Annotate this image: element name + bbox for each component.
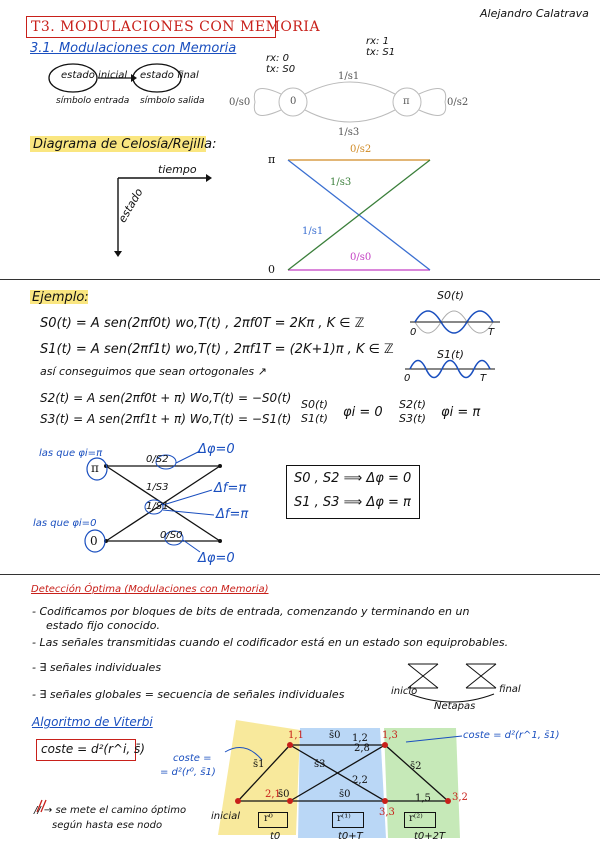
- r1-label: r⁽¹⁾: [337, 813, 351, 824]
- trellis-pi: π: [268, 153, 276, 166]
- inicial-label: inicial: [211, 811, 241, 822]
- ortho-note: así conseguimos que sean ortogonales ↗: [40, 365, 267, 378]
- bullet-1b: estado fijo conocido.: [46, 619, 160, 632]
- rx1: rx: 1: [366, 36, 389, 47]
- eq-s1: S1(t) = A sen(2πf1t) wo,T(t) , 2πf1T = (2K+1)π , K ∈ ℤ: [40, 342, 394, 357]
- edge-d2: 1/S1: [146, 501, 169, 512]
- summary-line2: S1 , S3 ⟹ Δφ = π: [294, 495, 411, 510]
- wave0-label: S0(t): [437, 289, 464, 302]
- t0-label: t0: [270, 831, 281, 842]
- node-1-3: 1,3: [382, 730, 398, 741]
- rx0: rx: 0: [266, 53, 289, 64]
- trellis-top-edge: 0/s2: [350, 144, 372, 155]
- bullet-4: - ∃ señales globales = secuencia de señales individuales: [32, 688, 345, 701]
- right-state: π: [403, 96, 410, 107]
- edge-s0c: s̄0: [339, 789, 351, 800]
- phi0-pair: S0(t) S1(t): [301, 398, 328, 425]
- t2-label: t0+2T: [414, 831, 446, 842]
- example-heading: Ejemplo:: [32, 290, 89, 305]
- edge-s3: s̄3: [314, 759, 326, 770]
- edge-s0a: s̄0: [329, 730, 341, 741]
- node-0: 0: [90, 534, 98, 548]
- node-3-3: 3,3: [379, 807, 395, 818]
- phi0: φi = 0: [343, 405, 383, 420]
- arc-top-label: 1/s1: [338, 71, 360, 82]
- dphi-bot: Δφ=0: [198, 551, 235, 566]
- eq-s3: S3(t) = A sen(2πf1t + π) Wo,T(t) = −S1(t): [40, 412, 292, 426]
- node-2-2: 2,2: [352, 775, 368, 786]
- node-2-8: 2,8: [354, 743, 370, 754]
- netapas-label: Netapas: [434, 701, 476, 712]
- left-loop-label: 0/s0: [229, 97, 251, 108]
- trellis-diag-top: 1/s3: [330, 177, 352, 188]
- cost-right: coste = d²(r^1, s̄1): [463, 730, 560, 741]
- r0-box: [258, 812, 288, 828]
- trellis-heading: Diagrama de Celosía/Rejilla:: [33, 137, 217, 152]
- phipi-pair: S2(t) S3(t): [399, 398, 426, 425]
- edge-bot: 0/S0: [160, 530, 183, 541]
- node-pi: π: [91, 461, 99, 475]
- bullet-1: - Codificamos por bloques de bits de entrada, comenzando y terminando en un: [32, 605, 470, 618]
- wave0-T: T: [488, 327, 495, 338]
- phipi: φi = π: [441, 405, 481, 420]
- right-loop-label: 0/s2: [447, 97, 469, 108]
- edge-top: 0/S2: [146, 454, 169, 465]
- bullet-2: - Las señales transmitidas cuando el codificador está en un estado son equiprobables.: [32, 636, 509, 649]
- state-final-label: estado final: [140, 70, 199, 81]
- dphi-top: Δφ=0: [198, 442, 235, 457]
- trellis-diag-bot: 1/s1: [302, 226, 324, 237]
- bullet-3: - ∃ señales individuales: [32, 661, 162, 674]
- node-3-2: 3,2: [452, 792, 468, 803]
- edge-s0b: s̄0: [278, 789, 290, 800]
- inicio-label: inicio: [391, 686, 418, 697]
- dphi-mid1: Δf=π: [214, 481, 247, 496]
- tx1: tx: S1: [366, 47, 396, 58]
- node-1-1: 1,1: [288, 730, 304, 741]
- time-label: tiempo: [158, 163, 197, 176]
- page-title: T3. MODULACIONES CON MEMORIA: [31, 19, 321, 35]
- footnote-1: // → se mete el camino óptimo: [34, 805, 187, 816]
- edge-d1: 1/S3: [146, 482, 169, 493]
- final-label: final: [499, 684, 521, 695]
- dphi-mid2: Δf=π: [216, 507, 249, 522]
- author-signature: Alejandro Calatrava: [480, 7, 589, 20]
- t1-label: t0+T: [338, 831, 363, 842]
- summary-line1: S0 , S2 ⟹ Δφ = 0: [294, 471, 412, 486]
- viterbi-heading: Algoritmo de Viterbi: [32, 715, 153, 729]
- node-1-2: 1,2: [352, 733, 368, 744]
- cost-note1: coste =: [173, 753, 212, 764]
- edge-s2: s̄2: [410, 761, 422, 772]
- las-que-0: las que φi=0: [33, 518, 97, 529]
- eq-s0: S0(t) = A sen(2πf0t) wo,T(t) , 2πf0T = 2Kπ , K ∈ ℤ: [40, 316, 365, 331]
- section-subtitle: 3.1. Modulaciones con Memoria: [30, 41, 237, 56]
- node-2-1: 2,1: [265, 789, 281, 800]
- tx0: tx: S0: [266, 64, 296, 75]
- node-1-5: 1,5: [415, 793, 431, 804]
- wave1-label: S1(t): [437, 348, 464, 361]
- cost-formula: coste = d²(r^i, s̄): [41, 742, 145, 756]
- las-que-pi: las que φi=π: [39, 448, 103, 459]
- cost-note2: = d²(r⁰, s̄1): [160, 767, 216, 778]
- trellis-zero: 0: [268, 263, 275, 276]
- left-state: 0: [290, 96, 297, 107]
- wave1-T: T: [480, 373, 487, 384]
- arc-bot-label: 1/s3: [338, 127, 360, 138]
- eq-s2: S2(t) = A sen(2πf0t + π) Wo,T(t) = −S0(t): [40, 391, 292, 405]
- r0-label: r⁰: [264, 813, 273, 824]
- state-axis-label: estado: [115, 186, 146, 225]
- footnote-2: según hasta ese nodo: [52, 820, 163, 831]
- edge-s1: s̄1: [253, 759, 265, 770]
- r2-label: r⁽²⁾: [409, 813, 423, 824]
- trellis-bot-edge: 0/s0: [350, 252, 372, 263]
- detection-heading: Detección Óptima (Modulaciones con Memoria): [31, 584, 269, 595]
- final-note: símbolo salida: [140, 96, 205, 106]
- initial-note: símbolo entrada: [56, 96, 130, 106]
- wave0-origin: 0: [410, 327, 417, 338]
- wave1-origin: 0: [404, 373, 411, 384]
- state-initial-label: estado inicial: [61, 70, 128, 81]
